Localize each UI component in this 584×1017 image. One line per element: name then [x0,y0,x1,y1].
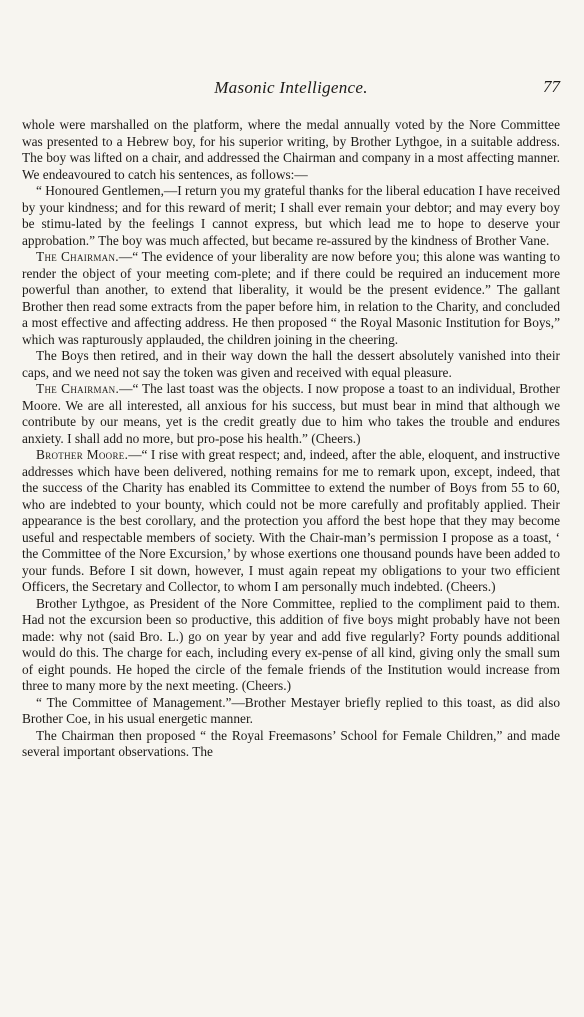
paragraph-text: whole were marshalled on the platform, where the medal annually voted by the Nore Committee was presented to a Hebrew boy, for his superior writing, by Brother Lythgoe, in a suitable address. The boy was lifted on a chair, and addressed the Chairman and company in a most affecting manner. We endeavoured to catch his sentences, as follows:— [22,117,560,182]
paragraph-text: The Boys then retired, and in their way down the hall the dessert absolutely vanished into their caps, and we need not say the token was given and received with equal pleasure. [22,348,560,380]
paragraph [22,183,560,249]
running-head [22,78,560,102]
paragraph-text: —“ The last toast was the objects. I now propose a toast to an individual, Brother Moore. We are all interested, all anxious for his success, but must bear in mind that although we contribute by our means, yet is the credit greatly due to him who takes the trouble and endures anxiety. I shall add no more, but pro-pose his health.” (Cheers.) [22,381,560,446]
speaker-name: The Chairman. [36,381,120,396]
paragraph [22,596,560,695]
paragraph [22,117,560,183]
speaker-name: Brother Moore. [36,447,129,462]
paragraph-text: —“ I rise with great respect; and, indeed, after the able, eloquent, and instructive addresses which have been delivered, nothing remains for me to remark upon, except, indeed, that the success of the Charity has enabled its Committee to extend the number of Boys from 55 to 60, who are indebted to your bounty, which could not be more carefully and profitably applied. Their appearance is the best corollary, and the protection you afford the best hope that they may become useful and respectable members of society. With the Chair-man’s permission I propose as a toast, ‘ the Committee of the Nore Excursion,’ by whose exertions one thousand pounds have been added to your funds. Before I sit down, however, I must again repeat my obligations to your two efficient Officers, the Secretary and Collector, to whom I am personally much indebted. (Cheers.) [22,447,560,594]
paragraph-text: “ The Committee of Management.”—Brother Mestayer briefly replied to this toast, as did also Brother Coe, in his usual energetic manner. [22,694,560,726]
paragraph [22,447,560,596]
paragraph-text: Brother Lythgoe, as President of the Nore Committee, replied to the compliment paid to them. Had not the excursion been so productive, this addition of five boys might probably have not been made: why not (said Bro. L.) go on year by year and add five regularly? Forty pounds additional would do this. The charge for each, including every ex-pense of all kind, giving only the small sum of eight pounds. He hoped the circle of the female friends of the Institution would increase from three to many more by the next meeting. (Cheers.) [22,595,560,693]
page-number: 77 [543,77,560,96]
paragraph [22,381,560,447]
paragraph [22,728,560,761]
running-title: Masonic Intelligence. [214,78,368,97]
paragraph-text: “ Honoured Gentlemen,—I return you my grateful thanks for the liberal education I have received by your kindness; and for this reward of merit; I shall ever remain your debtor; and may every boy be stimu-lated by the feelings I cannot express, but which lead me to hope to deserve your approbation.” The boy was much affected, but became re-assured by the kindness of Brother Vane. [22,183,560,248]
paragraph-text: The Chairman then proposed “ the Royal Freemasons’ School for Female Children,” and made several important observations. The [22,727,560,759]
article-body [22,117,560,761]
paragraph [22,249,560,348]
paragraph [22,348,560,381]
paragraph [22,695,560,728]
speaker-name: The Chairman. [36,249,119,264]
paragraph-text: —“ The evidence of your liberality are now before you; this alone was wanting to render the object of your meeting com-plete; and if there could be required an inducement more powerful than another, to extend that liberality, it would be the present evidence.” The gallant Brother then read some extracts from the paper before him, in relation to the Charity, and concluded a most effective and affecting address. He then proposed “ the Royal Masonic Institution for Boys,” which was rapturously applauded, the children joining in the cheering. [22,249,560,347]
